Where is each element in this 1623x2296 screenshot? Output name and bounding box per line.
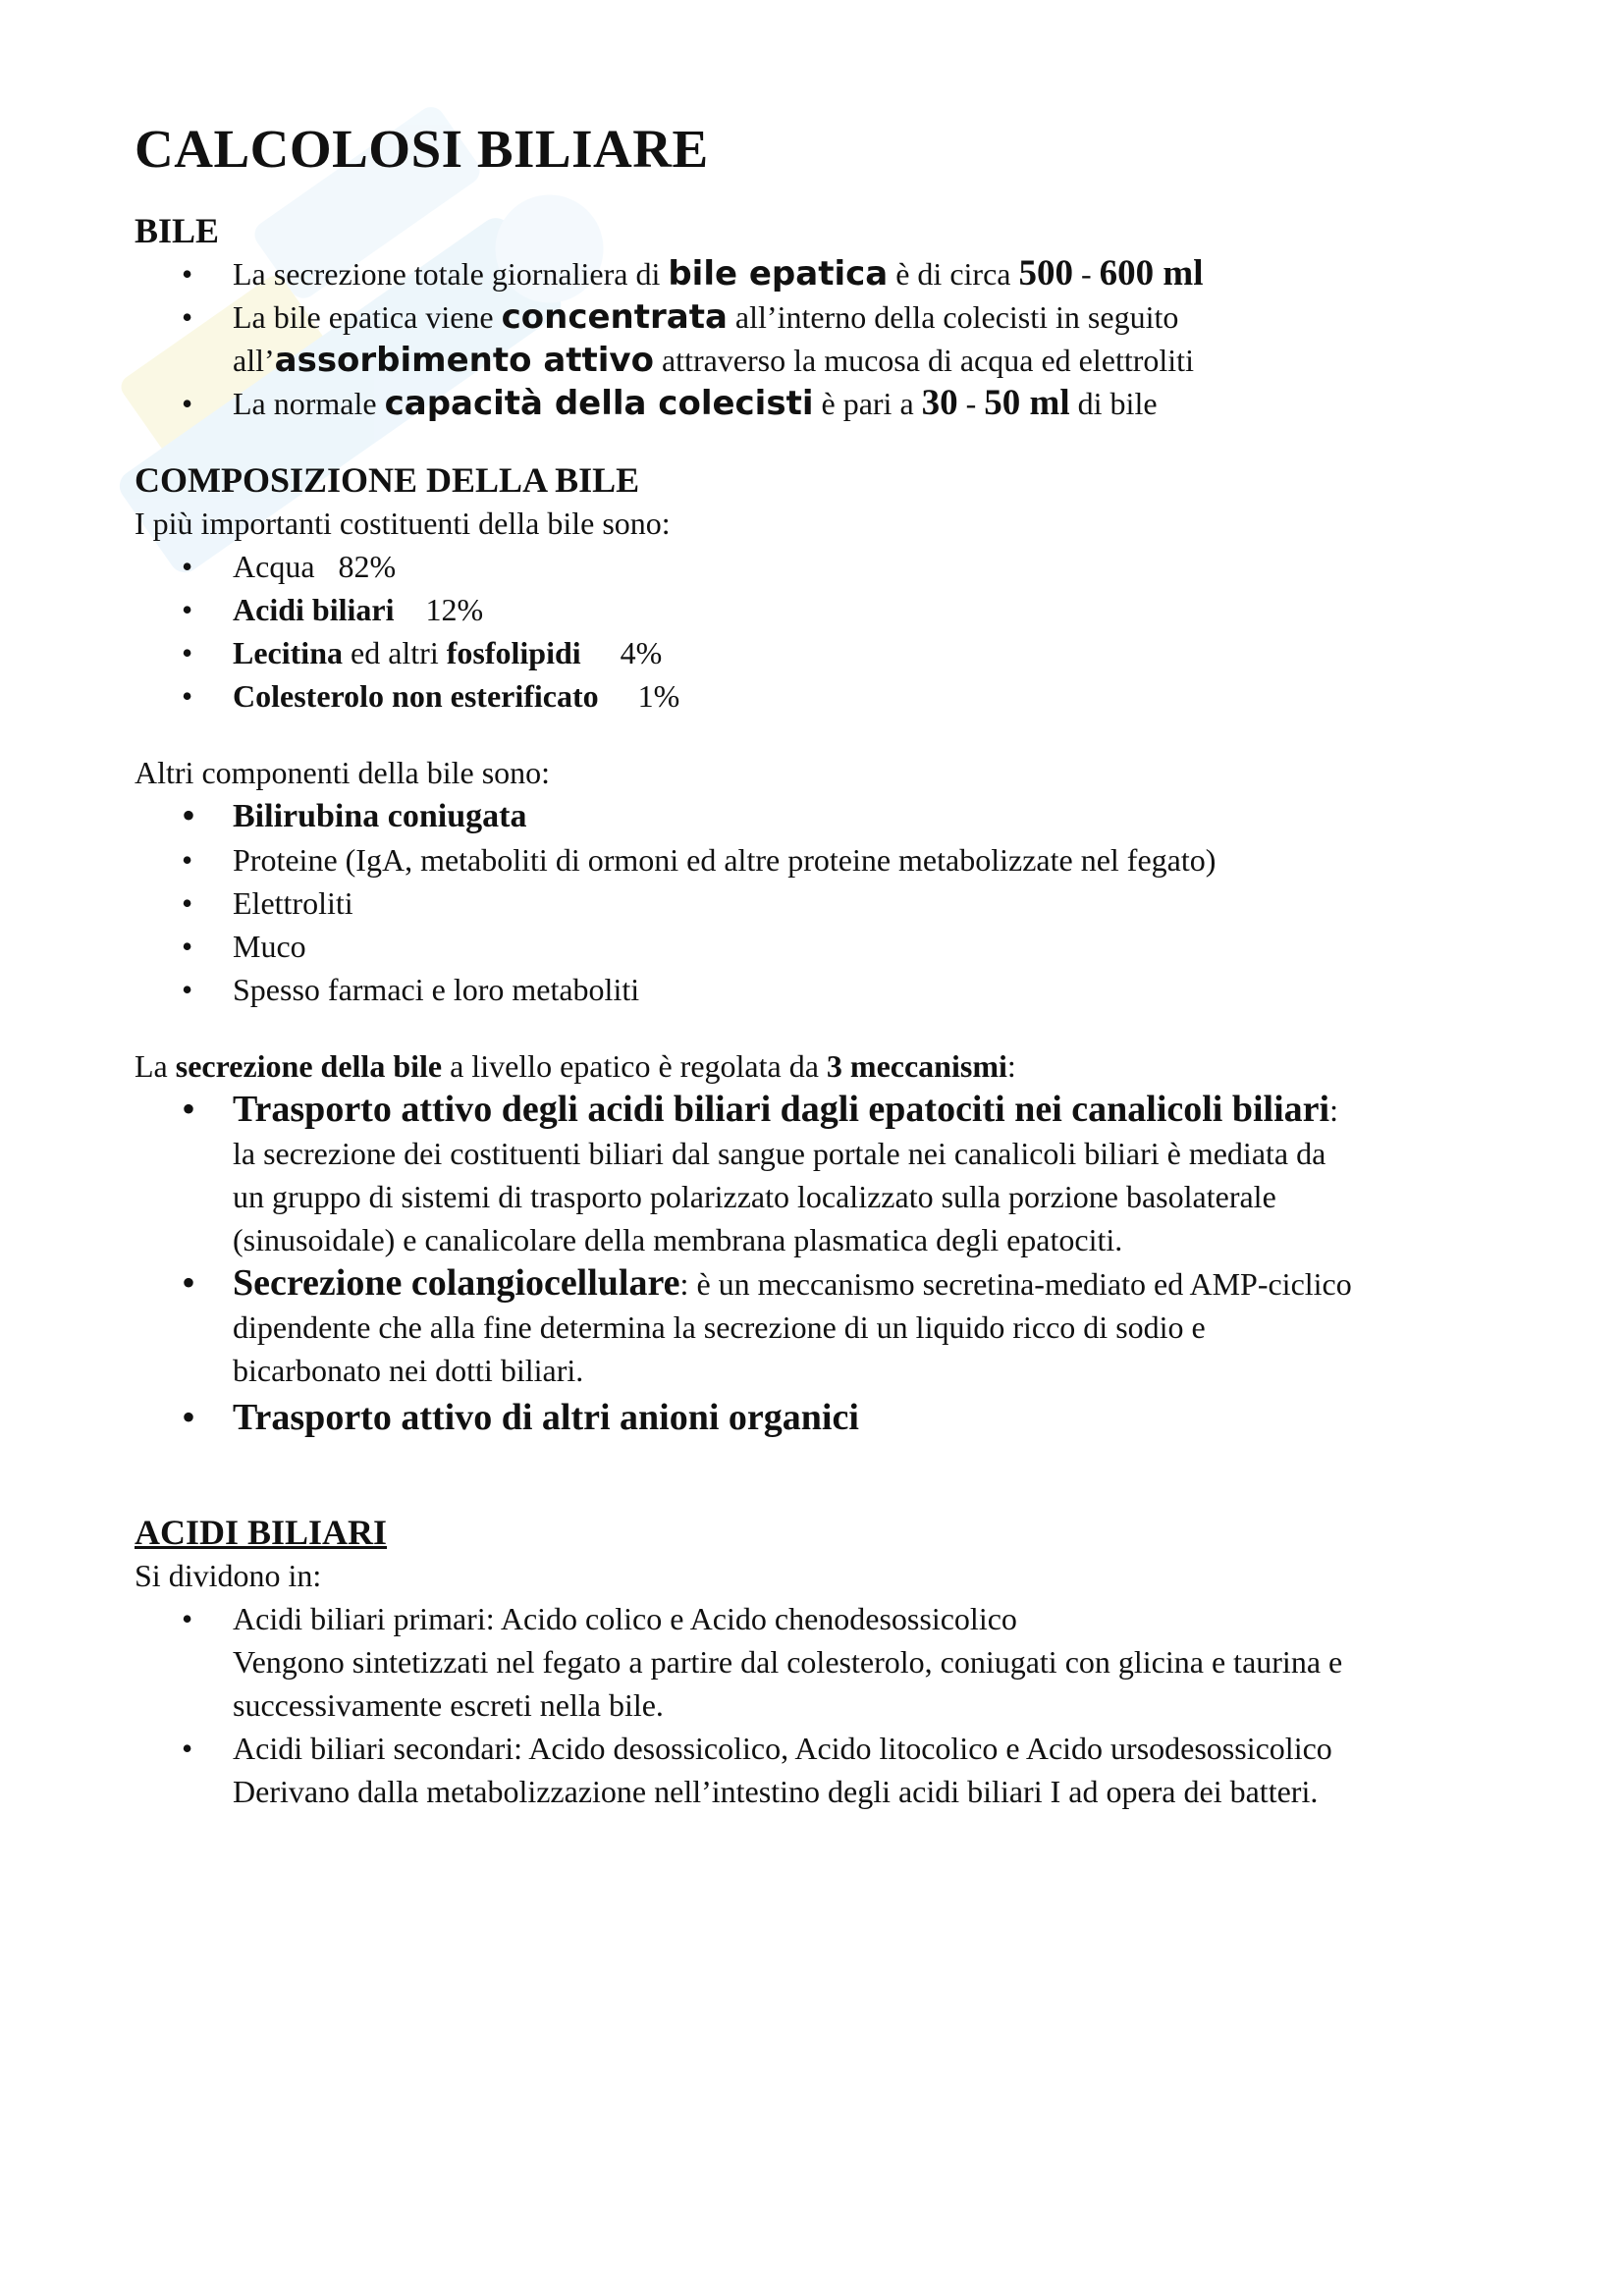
- altri-list: [135, 794, 1509, 1011]
- bile-list: [135, 252, 1509, 425]
- list-item: • Acidi biliari secondari: Acido desossicolico, Acido litocolico e Acido ursodesossicolico Derivano dalla metabolizzazione nell’intestino degli acidi biliari I ad opera dei batteri.: [135, 1727, 1509, 1813]
- meccanismi-list: [135, 1088, 1509, 1440]
- document-content: [135, 118, 1509, 1813]
- composizione-intro: I più importanti costituenti della bile sono:: [135, 506, 671, 541]
- composizione-list: [135, 545, 1509, 718]
- secrezione-intro: La secrezione della bile a livello epatico è regolata da 3 meccanismi:: [135, 1048, 1016, 1084]
- acidi-list: [135, 1597, 1509, 1813]
- bullet-icon: •: [182, 842, 193, 878]
- list-item: • Acqua 82%: [135, 545, 1509, 588]
- bullet-icon: •: [182, 1087, 196, 1131]
- list-item: • Spesso farmaci e loro metaboliti: [135, 968, 1509, 1011]
- list-item: • Trasporto attivo di altri anioni organici: [182, 1395, 859, 1439]
- list-item: • Trasporto attivo degli acidi biliari dagli epatociti nei canalicoli biliari: la secrezione dei costituenti biliari dal sangue portale nei canalicoli biliari è mediata da un gruppo di sistemi di trasporto polarizzato localizzato sulla porzione basolaterale (sinusoidale) e canalicolare della membrana plasmatica degli epatociti.: [182, 1087, 1338, 1257]
- bullet-icon: •: [182, 256, 193, 292]
- bullet-icon: •: [182, 386, 193, 421]
- bullet-icon: •: [182, 1731, 193, 1766]
- list-item: • Proteine (IgA, metaboliti di ormoni ed altre proteine metabolizzate nel fegato): [135, 838, 1509, 881]
- section-heading-acidi-biliari: ACIDI BILIARI: [135, 1513, 388, 1552]
- bullet-icon: •: [182, 1601, 193, 1636]
- bullet-icon: •: [182, 929, 193, 964]
- bullet-icon: •: [182, 299, 193, 335]
- acidi-intro: Si dividono in:: [135, 1558, 322, 1593]
- list-item: • Secrezione colangiocellulare: è un meccanismo secretina-mediato ed AMP-ciclico dipendente che alla fine determina la secrezione di un liquido ricco di sodio e bicarbonato nei dotti biliari.: [182, 1260, 1352, 1388]
- list-item: • Colesterolo non esterificato 1%: [135, 674, 1509, 718]
- bullet-icon: •: [182, 592, 193, 627]
- bullet-icon: •: [182, 549, 193, 584]
- bullet-icon: •: [182, 885, 193, 921]
- section-heading-composizione: COMPOSIZIONE DELLA BILE: [135, 460, 640, 500]
- bullet-icon: •: [182, 635, 193, 670]
- bullet-icon: •: [182, 678, 193, 714]
- list-item: • Acidi biliari primari: Acido colico e Acido chenodesossicolico Vengono sintetizzati nel fegato a partire dal colesterolo, coniugati con glicina e taurina e successivamente escreti nella bile.: [135, 1597, 1509, 1727]
- bullet-icon: •: [182, 793, 196, 837]
- bullet-icon: •: [182, 972, 193, 1007]
- list-item: • Lecitina ed altri fosfolipidi 4%: [135, 631, 1509, 674]
- list-item: • La secrezione totale giornaliera di bile epatica è di circa 500 - 600 ml: [182, 253, 1204, 294]
- list-item: • La bile epatica viene concentrata all’interno della colecisti in seguito all’assorbimento attivo attraverso la mucosa di acqua ed elettroliti: [182, 297, 1194, 380]
- list-item: • Bilirubina coniugata: [182, 793, 527, 837]
- list-item: • La normale capacità della colecisti è pari a 30 - 50 ml di bile: [182, 383, 1158, 423]
- page-title: CALCOLOSI BILIARE: [135, 119, 709, 179]
- bullet-icon: •: [182, 1260, 196, 1305]
- altri-intro: Altri componenti della bile sono:: [135, 755, 551, 790]
- bullet-icon: •: [182, 1395, 196, 1439]
- list-item: • Acidi biliari 12%: [135, 588, 1509, 631]
- section-heading-bile: BILE: [135, 211, 220, 250]
- list-item: • Muco: [135, 925, 1509, 968]
- list-item: • Elettroliti: [135, 881, 1509, 925]
